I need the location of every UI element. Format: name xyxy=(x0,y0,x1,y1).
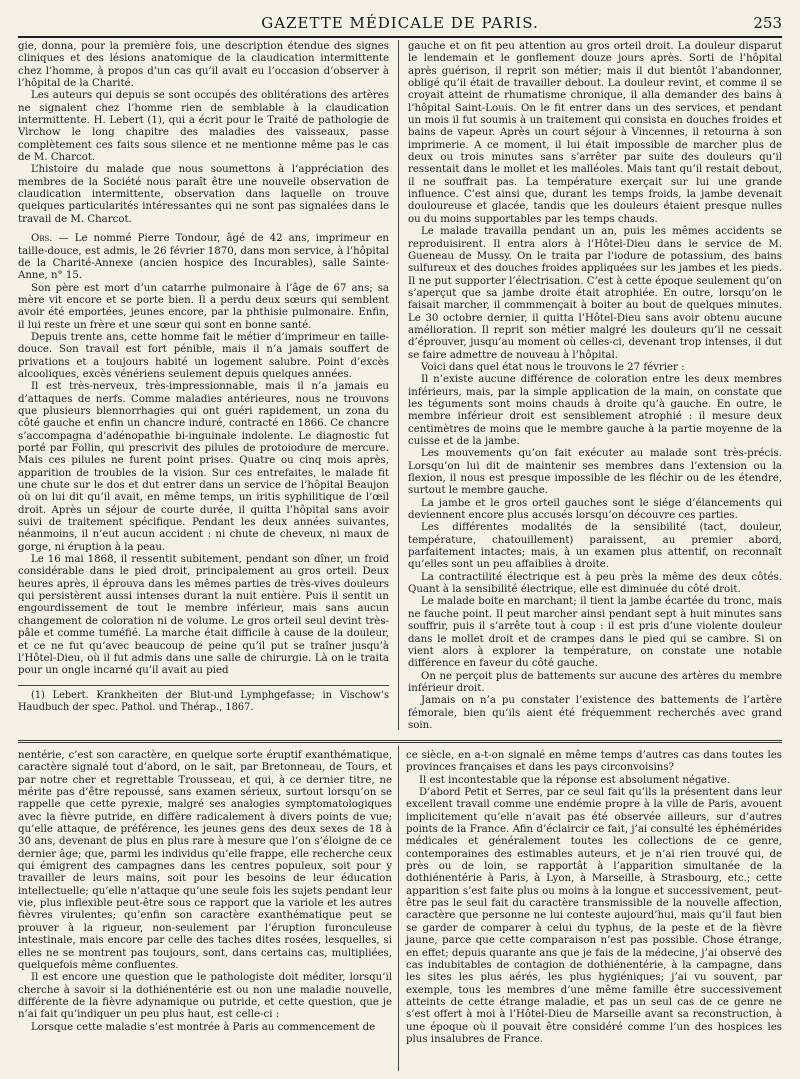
paragraph: Voici dans quel état nous le trouvons le 27 février : xyxy=(421,361,685,373)
footnote-rule xyxy=(18,685,389,686)
paragraph: Jamais on n’a pu constater l’existence des battements de l’artère fémorale, bien qu’ils aient été fréquemment recherchés avec grand soin. xyxy=(408,695,782,731)
paragraph: Depuis trente ans, cette homme fait le métier d’imprimeur en taille-douce. Son travail est fort pénible, mais il n’a jamais souffert de privations et a toujours habité un logement salubre. Point d’excès alcooliques, excès vénériens seulement depuis quelques années. xyxy=(18,331,389,380)
column-1 xyxy=(18,41,389,714)
paragraph: gauche et on fit peu attention au gros orteil droit. La douleur disparut le lendemain et le gonflement douze jours après. Sorti de l’hôpital après guérison, il reprit son métier; mais il dut bientôt l’abandonner, obligé qu’il était de travailler debout. La douleur revint, et comme il se croyait atteint de rhumatisme chronique, il alla demander des bains à l’hôpital Saint-Louis. On le fit entrer dans un des services, et pendant un mois il fut soumis à un traitement qui consista en douches froides et bains de vapeur. Après un court séjour à Vincennes, il retourna à son imprimerie. A ce moment, il lui était impossible de marcher plus de deux ou trois minutes sans s’arrêter par suite des douleurs qu’il ressentait dans le mollet et les malléoles. Mais tant qu’il restait debout, il ne souffrait pas. La température exerçait sur lui une grande influence. C’est ainsi que, durant les temps froids, la jambe devenait douloureuse et glacée, tandis que les douleurs étaient presque nulles ou du moins supportables par les temps chauds. xyxy=(408,41,782,225)
column-4 xyxy=(406,750,782,1046)
section-divider xyxy=(18,740,782,743)
observation-text: — Le nommé Pierre Tondour, âgé de 42 ans, imprimeur en taille-douce, est admis, le 26 février 1870, dans mon service, à l’hôpital de la Charité-Annexe (ancien hospice des Incurables), salle Sainte-Anne, n° 15. xyxy=(18,233,389,282)
paragraph: gie, donna, pour la première fois, une description étendue des signes cliniques et des lésions anatomique de la claudication intermittente chez l’homme, à propos d’un cas qu’il avait eu l’occasion d’observer à l’hôpital de la Charité. xyxy=(18,41,389,90)
column-divider-bottom xyxy=(398,746,399,1071)
paragraph: Le 16 mai 1868, il ressentit subitement, pendant son dîner, un froid considérable dans le pied droit, principalement au gros orteil. Deux heures après, il éprouva dans les mêmes parties de très-vives douleurs qui persistèrent aussi intenses durant la nuit entière. Puis il sentit un engourdissement de tout le membre inférieur, mais sans aucun changement de coloration ni de volume. Le gros orteil seul devint très-pâle et comme tuméfié. La marche était difficile à cause de la douleur, et ce ne fut qu’avec beaucoup de peine qu’il put se traîner jusqu’à l’Hôtel-Dieu, où il fut admis dans une salle de chirurgie. Là on le traita pour un ongle incarné qu’il avait au pied xyxy=(18,554,389,677)
obs-label: Obs. xyxy=(31,233,53,245)
footnote: (1) Lebert. Krankheiten der Blut-und Lymphgefasse; in Vischow’s Haudbuch der spec. Pathol. und Thérap., 1867. xyxy=(18,689,389,713)
paragraph: Les mouvements qu’on fait exécuter au malade sont très-précis. Lorsqu’on lui dit de maintenir ses membres dans l’extension ou la flexion, il nous est presque impossible de les fléchir ou de les étendre, surtout le membre gauche. xyxy=(408,448,782,497)
column-divider-top xyxy=(398,40,399,730)
paragraph: Le malade boite en marchant; il tient la jambe écartée du tronc, mais ne fauche point. Il peut marcher ainsi pendant sept à huit minutes sans souffrir, puis il s’arrête tout à coup : il est pris d’une violente douleur dans le mollet droit et de crampes dans le pied qui se cambre. Si on vient alors à explorer la température, on constate une notable différence en faveur du côté gauche. xyxy=(408,596,782,670)
journal-title: GAZETTE MÉDICALE DE PARIS. xyxy=(261,14,539,32)
paragraph: Il est encore une question que le pathologiste doit méditer, lorsqu’il cherche à savoir si la dothiénentérie est ou non une maladie nouvelle, différente de la fièvre adynamique ou putride, et cette question, que je n’ai fait qu’indiquer un peu plus haut, est celle-ci : xyxy=(18,972,392,1021)
paragraph: La jambe et le gros orteil gauches sont le siége d’élancements qui deviennent encore plus accusés lorsqu’on découvre ces parties. xyxy=(408,497,782,522)
paragraph: L’histoire du malade que nous soumettons à l’appréciation des membres de la Société nous paraît être une nouvelle observation de claudication intermittente, observation dans laquelle on trouve quelques particularités intéressantes qui ne sont pas signalées dans le travail de M. Charcot. xyxy=(18,164,389,225)
paragraph: On ne perçoit plus de battements sur aucune des artères du membre inférieur droit. xyxy=(408,670,782,694)
paragraph: Les auteurs qui depuis se sont occupés des oblitérations des artères ne signalent chez l’homme rien de semblable à la claudication intermittente. H. Lebert (1), qui a écrit pour le Traité de pathologie de Virchow le long chapitre des maladies des vaisseaux, passe complètement ces faits sous silence et ne mentionne même pas le cas de M. Charcot. xyxy=(18,90,389,164)
page-number: 253 xyxy=(753,14,782,32)
paragraph: Il n’existe aucune différence de coloration entre les deux membres inférieurs, mais, par la simple application de la main, on constate que les téguments sont moins chauds à droite qu’à gauche. En outre, le membre inférieur droit est sensiblement atrophié : il mesure deux centimètres de moins que le membre gauche à la partie moyenne de la cuisse et de la jambe. xyxy=(408,374,782,447)
column-3 xyxy=(18,750,392,1034)
paragraph: ce siècle, en a-t-on signalé en même temps d’autres cas dans toutes les provinces françaises et dans les pays circonvoisins? xyxy=(406,750,782,774)
observation-paragraph xyxy=(18,233,389,282)
paragraph: Son père est mort d’un catarrhe pulmonaire à l’âge de 67 ans; sa mère vit encore et se porte bien. Il a perdu deux sœurs qui semblent avoir été emportées, jeunes encore, par la phthisie pulmonaire. Enfin, il lui reste un frère et une sœur qui sont en bonne santé. xyxy=(18,282,389,331)
column-2 xyxy=(408,41,782,732)
page-header xyxy=(18,6,782,38)
paragraph: nentérie, c’est son caractère, en quelque sorte éruptif exanthématique, caractère signalé tout d’abord, on le sait, par Bretonneau, de Tours, et par notre cher et regrettable Trousseau, et qui, à ce dernier titre, ne mérite pas d’être repoussé, sans examen sérieux, surtout lorsqu’on se rappelle que cette pyrexie, malgré ses analogies symptomatologiques avec la fièvre putride, en diffère radicalement à divers points de vue; qu’elle attaque, de préférence, les jeunes gens des deux sexes de 18 à 30 ans, devenant de plus en plus rare à mesure que l’on s’éloigne de ce dernier âge; que, parmi les individus qu’elle frappe, elle recherche ceux qui émigrent des campagnes dans les centres populeux, soit pour y travailler de leurs mains, soit pour les besoins de leur éducation intellectuelle; qu’elle n’attaque qu’une seule fois les sujets pendant leur vie, plus inflexible peut-être sous ce rapport que la variole et les autres fièvres virulentes; qu’enfin son caractère exanthématique peut se prouver à la rigueur, non-seulement par l’éruption furonculeuse intestinale, mais encore par celle des taches dites rosées, lesquelles, si elles ne se montrent pas toujours, sont, dans certains cas, multipliées, quelquefois même confluentes. xyxy=(18,750,392,971)
paragraph: Il est très-nerveux, très-impressionnable, mais il n’a jamais eu d’attaques de nerfs. Comme maladies antérieures, nous ne trouvons que plusieurs blennorrhagies qui ont guéri rapidement, un zona du côté gauche et enfin un chancre induré, contracté en 1866. Ce chancre s’accompagna d’adénopathie bi-inguinale indolente. Le diagnostic fut porté par Follin, qui prescrivit des pilules de protoiodure de mercure. Mais ces pilules ne furent point prises. Quatre ou cinq mois après, apparition de troubles de la vision. Sur ces entrefaites, le malade fit une chute sur le dos et dut entrer dans un service de l’hôpital Beaujon où on lui dit qu’il avait, en même temps, un iritis syphilitique de l’œil droit. Après un séjour de courte durée, il quitta l’hôpital sans avoir suivi de traitement spécifique. Pendant les deux années suivantes, néanmoins, il n’eut aucun accident : ni chute de cheveux, ni maux de gorge, ni éruption à la peau. xyxy=(18,381,389,553)
paragraph: Le malade travailla pendant un an, puis les mêmes accidents se reproduisirent. Il entra alors à l’Hôtel-Dieu dans le service de M. Gueneau de Mussy. On le traita par l’iodure de potassium, des bains sulfureux et des douches froides appliquées sur les jambes et les pieds. Il ne put supporter l’électrisation. C’est à cette époque seulement qu’on s’aperçut que sa jambe droite était atrophiée. En outre, lorsqu’on le faisait marcher, il commmençait à boiter au bout de quelques minutes. Le 30 octobre dernier, il quitta l’Hôtel-Dieu sans avoir obtenu aucune amélioration. Il reprit son métier malgré les douleurs qu’il ne cessait d’éprouver, jusqu’au moment où celles-ci, devenant trop intenses, il dut se faire admettre de nouveau à l’hôpital. xyxy=(408,226,782,361)
paragraph: Lorsque cette maladie s’est montrée à Paris au commencement de xyxy=(31,1021,376,1033)
paragraph: Il est incontestable que la réponse est absolument négative. xyxy=(419,774,730,786)
paragraph: La contractilité électrique est à peu près la même des deux côtés. Quant à la sensibilité électrique, elle est diminuée du côté droit. xyxy=(408,571,782,596)
paragraph: D’abord Petit et Serres, par ce seul fait qu’ils la présentent dans leur excellent travail comme une endémie propre à la ville de Paris, avouent implicitement qu’elle n’avait pas été observée ailleurs, sur d’autres points de la France. Afin d’éclaircir ce fait, j’ai consulté les éphémérides médicales et généralement toutes les collections de ce genre, contemporaines des estimables auteurs, et je n’ai rien trouvé qui, de près ou de loin, se rapportât à l’apparition simultanée de la dothiénentérie à Paris, à Lyon, à Marseille, à Strasbourg, etc.; cette apparition s’est faite plus ou moins à la longue et successivement, peut-être pas le seul fait du caractère transmissible de la nouvelle affection, caractère que personne ne lui conteste aujourd’hui, mais qu’il faut bien se garder de comparer à celui du typhus, de la peste et de la fièvre jaune, parce que cette comparaison n’est pas possible. Chose étrange, en effet; depuis quarante ans que je fais de la médecine, j’ai observé des cas indubitables de contagion de dothiénentérie, à la campagne, dans les sites les plus aérés, les plus hygiéniques; j’ai vu souvent, par exemple, tous les membres d’une même famille être successivement atteints de cette étrange maladie, et pas un seul cas de ce genre ne s’est offert à moi à l’Hôtel-Dieu de Marseille avant sa reconstruction, à une époque où il pouvait être considéré comme l’un des hospices les plus insalubres de France. xyxy=(406,787,782,1045)
paragraph: Les différentes modalités de la sensibilité (tact, douleur, température, chatouillement) paraissent, au premier abord, parfaitement intactes; mais, à un examen plus attentif, on reconnaît qu’elles sont un peu affaiblies à droite. xyxy=(408,522,782,571)
